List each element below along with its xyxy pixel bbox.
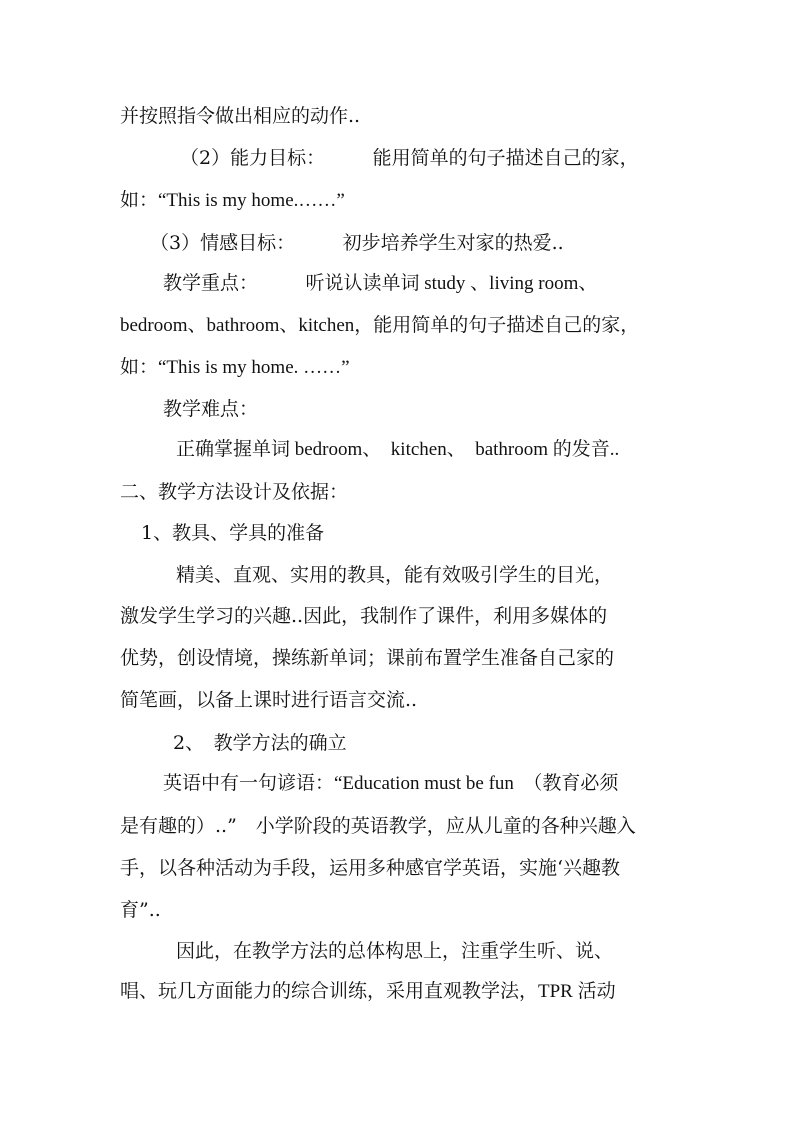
text-line-14: 优势，创设情境，操练新单词；课前布置学生准备自己家的: [120, 647, 615, 669]
text-line-emotion-goal: （3）情感目标： 初步培养学生对家的热爱..: [150, 232, 564, 254]
subheading-teaching-method: 2、 教学方法的确立: [173, 732, 347, 754]
text-line-18: 是有趣的）..” 小学阶段的英语教学，应从儿童的各种兴趣入: [120, 815, 636, 837]
text-line-teaching-difficulty: 教学难点：: [163, 398, 259, 420]
text-line-20: 育”..: [120, 899, 161, 921]
text-line-22: 唱、玩几方面能力的综合训练，采用直观教学法，TPR 活动: [120, 981, 616, 1002]
text-line-17: 英语中有一句谚语：“Education must be fun （教育必须: [163, 773, 619, 794]
text-line-21: 因此，在教学方法的总体构思上，注重学生听、说、: [176, 940, 614, 962]
text-line-ability-goal: （2）能力目标： 能用简单的句子描述自己的家，: [180, 147, 639, 169]
text-line-9: 正确掌握单词 bedroom、 kitchen、 bathroom 的发音..: [176, 439, 620, 460]
section-heading-methods: 二、教学方法设计及依据：: [120, 481, 349, 503]
text-line-19: 手，以各种活动为手段，运用多种感官学英语，实施‘兴趣教: [120, 857, 621, 879]
text-line-3: 如：“This is my home.……”: [120, 190, 345, 211]
text-line-15: 简笔画，以备上课时进行语言交流..: [120, 689, 418, 711]
text-line-6: bedroom、bathroom、kitchen，能用简单的句子描述自己的家，: [120, 315, 640, 336]
text-line-teaching-focus: 教学重点： 听说认读单词 study 、living room、: [163, 273, 598, 294]
text-line-7: 如：“This is my home. ……”: [120, 357, 350, 378]
text-line-13: 激发学生学习的兴趣..因此，我制作了课件，利用多媒体的: [120, 605, 608, 627]
subheading-teaching-aids: 1、教具、学具的准备: [141, 522, 325, 544]
text-line-1: 并按照指令做出相应的动作..: [120, 105, 361, 127]
text-line-12: 精美、直观、实用的教具，能有效吸引学生的目光，: [176, 564, 614, 586]
